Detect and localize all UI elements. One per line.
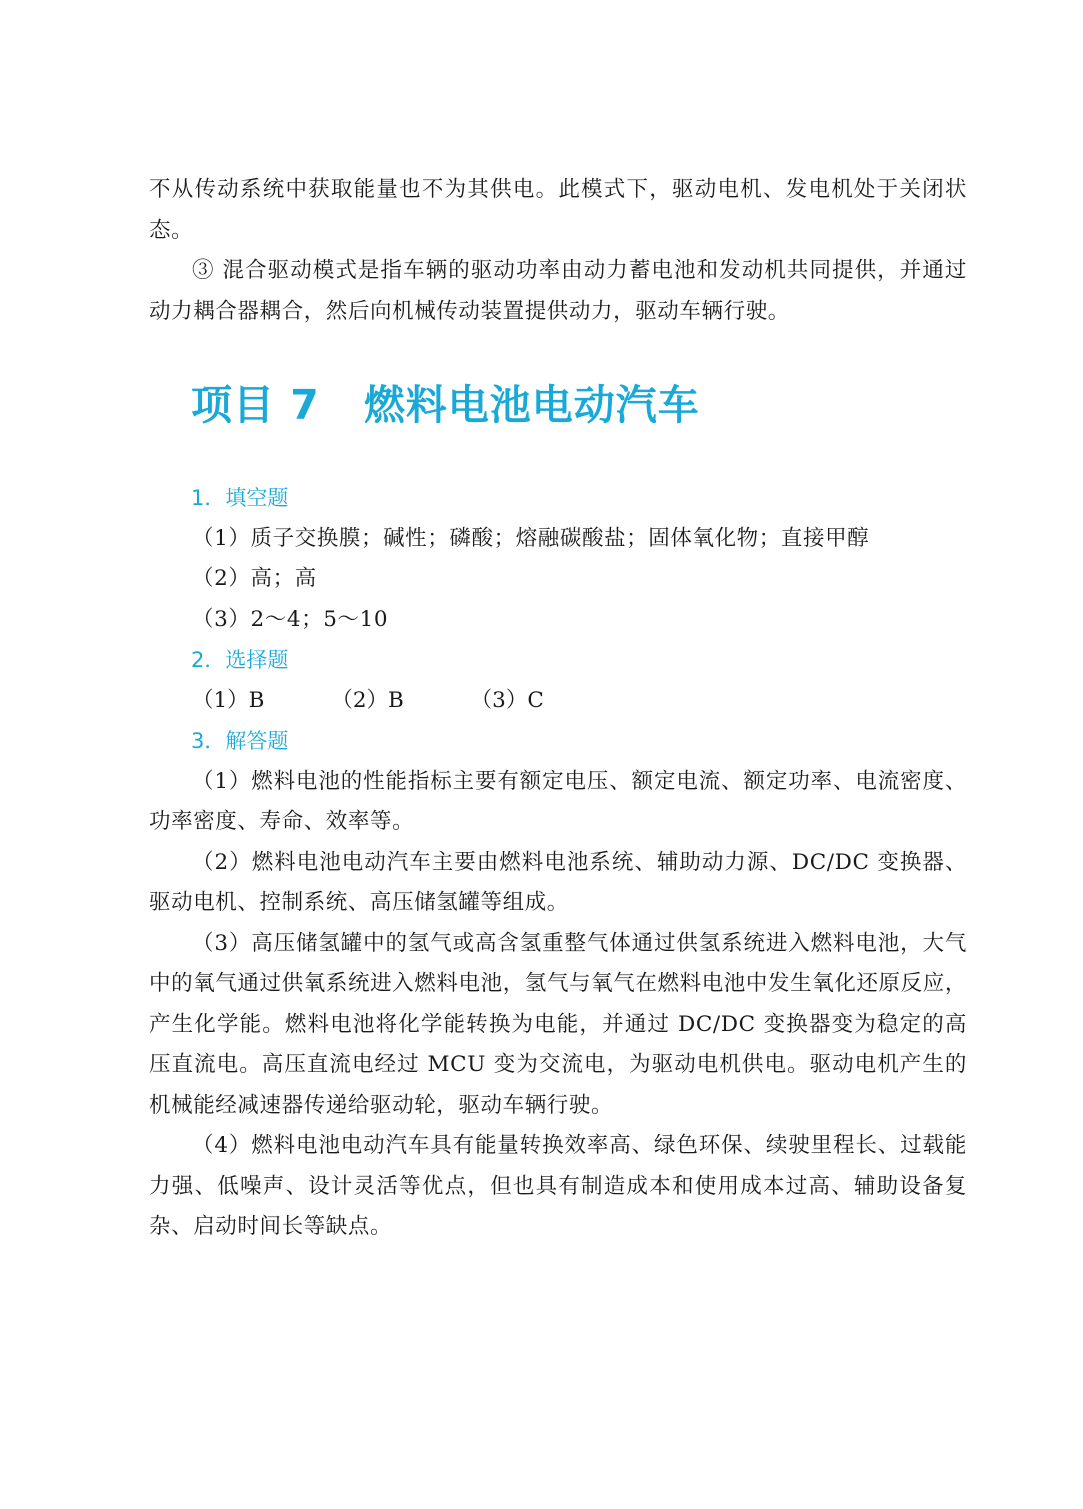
fill-in-answer-1: （1）质子交换膜；碱性；磷酸；熔融碳酸盐；固体氧化物；直接甲醇: [192, 525, 870, 551]
choice-answer-2: （2）B: [331, 687, 404, 713]
page-content: [149, 170, 967, 1248]
section-fill-in: [149, 478, 967, 640]
chapter-label: 项目 7: [191, 381, 320, 429]
choice-answer-3: （3）C: [470, 687, 544, 713]
short-answer-1: （1）燃料电池的性能指标主要有额定电压、额定电流、额定功率、电流密度、功率密度、寿命、效率等。: [149, 768, 967, 834]
section-heading-fill-in: 1．填空题: [191, 486, 289, 510]
section-heading-choice: 2．选择题: [191, 648, 289, 672]
section-short-answer: [149, 721, 967, 1248]
chapter-name: 燃料电池电动汽车: [363, 381, 700, 429]
chapter-title: [191, 372, 967, 438]
fill-in-answer-2: （2）高；高: [192, 566, 317, 591]
short-answer-4: （4）燃料电池电动汽车具有能量转换效率高、绿色环保、续驶里程长、过载能力强、低噪声、设计灵活等优点，但也具有制造成本和使用成本过高、辅助设备复杂、启动时间长等缺点。: [149, 1133, 967, 1239]
choice-answers: [149, 681, 967, 722]
fill-in-answer-3: （3）2～4；5～10: [192, 606, 389, 632]
short-answer-2: （2）燃料电池电动汽车主要由燃料电池系统、辅助动力源、DC/DC 变换器、驱动电机、控制系统、高压储氢罐等组成。: [149, 849, 967, 915]
choice-answer-1: （1）B: [192, 687, 265, 713]
section-choice: [149, 640, 967, 721]
section-heading-short-answer: 3．解答题: [191, 729, 289, 753]
short-answer-3: （3）高压储氢罐中的氢气或高含氢重整气体通过供氢系统进入燃料电池，大气中的氧气通过供氧系统进入燃料电池，氢气与氧气在燃料电池中发生氧化还原反应，产生化学能。燃料电池将化学能转换为电能，并通过 DC/DC 变换器变为稳定的高压直流电。高压直流电经过 MCU 变为交流电，为驱动电机供电。驱动电机产生的机械能经减速器传递给驱动轮，驱动车辆行驶。: [149, 930, 967, 1118]
intro-paragraph-2: ③ 混合驱动模式是指车辆的驱动功率由动力蓄电池和发动机共同提供，并通过动力耦合器耦合，然后向机械传动装置提供动力，驱动车辆行驶。: [149, 258, 967, 324]
intro-paragraph-1: 不从传动系统中获取能量也不为其供电。此模式下，驱动电机、发电机处于关闭状态。: [149, 177, 967, 243]
